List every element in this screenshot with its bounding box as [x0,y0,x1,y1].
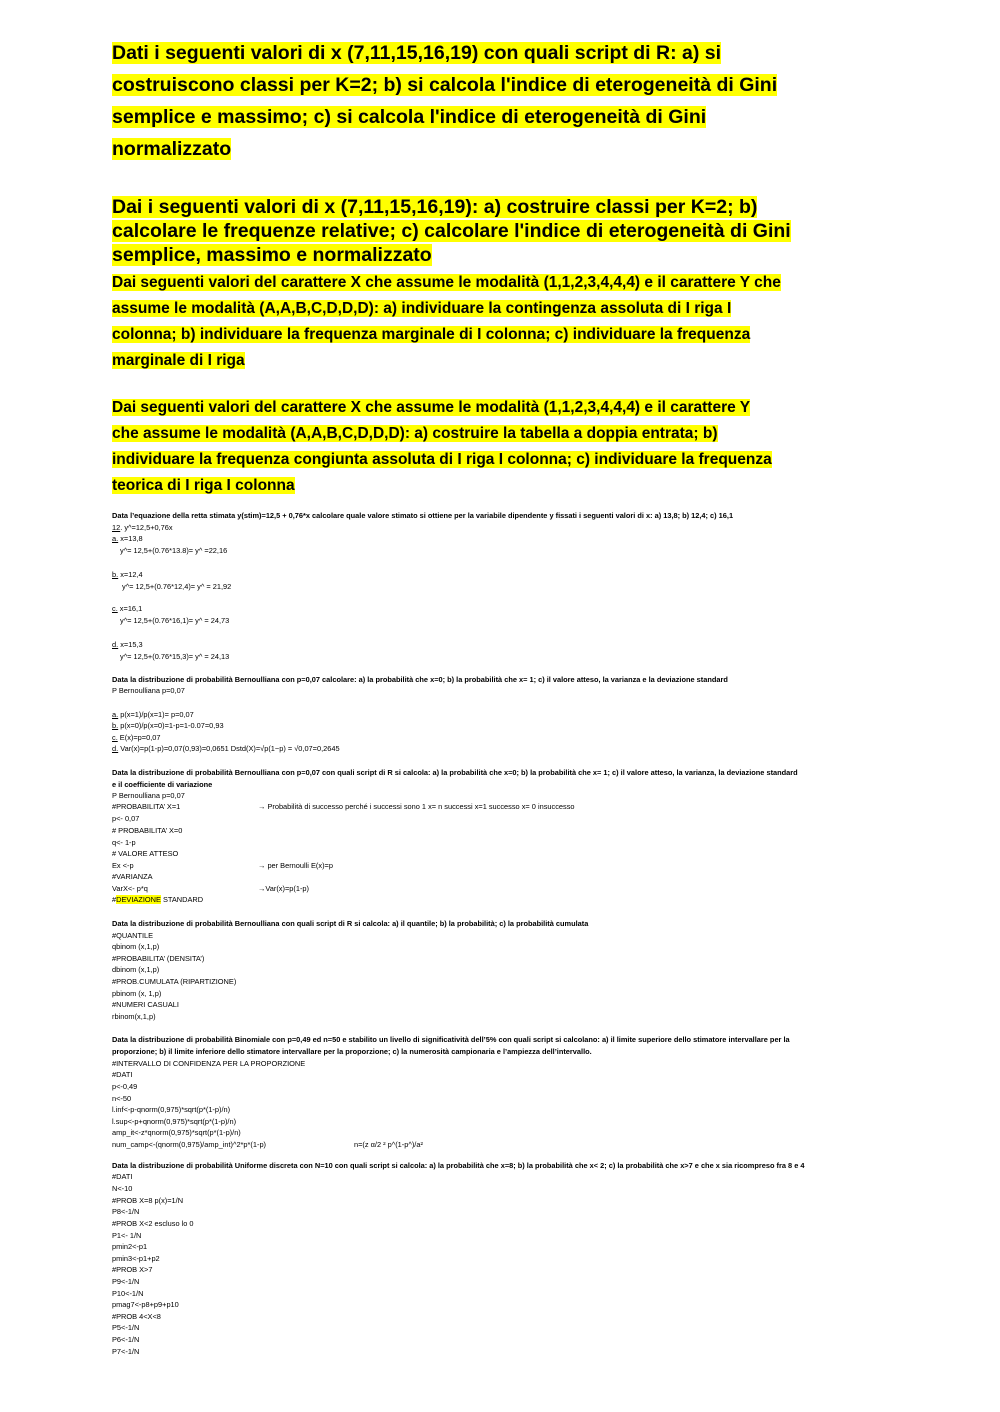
retta-item-c-calc: y^= 12,5+(0.76*16,1)= y^ = 24,73 [120,616,230,625]
binom-line: l.inf<-p-qnorm(0,975)*sqrt(p*(1-p)/n) [112,1105,231,1114]
unif-line: pmin3<-p1+p2 [112,1254,160,1263]
unif-line: #PROB X<2 escluso lo 0 [112,1219,194,1228]
bern3-line: #QUANTILE [112,931,154,940]
bern2-line: # VALORE ATTESO [112,849,179,858]
unif-line: N<-10 [112,1184,133,1193]
retta-item-d-calc: y^= 12,5+(0.76*15,3)= y^ = 24,13 [120,652,230,661]
retta-item-c-x: c. x=16,1 [112,604,143,613]
binom-line: #INTERVALLO DI CONFIDENZA PER LA PROPORZIONE [112,1059,306,1068]
retta-item-b-x: b. x=12,4 [112,570,143,579]
bern3-line: #PROBABILITA’ (DENSITA’) [112,954,205,963]
retta-item-d-x: d. x=15,3 [112,640,143,649]
bern1-item-b: b. p(x=0)/p(x=0)=1-p=1-0.07=0,93 [112,721,224,730]
bern2-line: p<- 0,07 [112,814,140,823]
q2-line-2: calcolare le frequenze relative; c) calcolare l'indice di eterogeneità di Gini [112,220,791,242]
binom-line: amp_it<-z*qnorm(0,975)*sqrt(p*(1-p)/n) [112,1128,241,1137]
q2-line-3: semplice, massimo e normalizzato [112,244,432,266]
retta-title: Data l’equazione della retta stimata y(stim)=12,5 + 0,76*x calcolare quale valore stimato si ottiene per la variabile dipendente y fissati i seguenti valori di x: a) 13,8; b) 12,4; c) 16,1 [112,511,734,520]
unif-line: P8<-1/N [112,1207,140,1216]
bern2-title-1: Data la distribuzione di probabilità Bernoulliana con p=0,07 con quali script di R si calcola: a) la probabilità che x=0; b) la probabilità che x= 1; c) il valore atteso, la varianza, la deviazione standard [112,768,798,777]
q4-line-1: Dai seguenti valori del carattere X che assume le modalità (1,1,2,3,4,4,4) e il carattere Y [112,399,751,416]
q3-line-3: colonna; b) individuare la frequenza marginale di I colonna; c) individuare la frequenza [112,326,751,343]
bern2-note-success: → Probabilità di successo perché i successi sono 1 x= n successi x=1 successo x= 0 insuccesso [258,802,575,811]
unif-line: P10<-1/N [112,1289,144,1298]
binom-line: #DATI [112,1070,133,1079]
bern2-note-variance: →Var(x)=p(1-p) [258,884,309,893]
q1-line-1: Dati i seguenti valori di x (7,11,15,16,19) con quali script di R: a) si [112,42,722,64]
binom-line: p<-0,49 [112,1082,138,1091]
binom-line: l.sup<-p+qnorm(0,975)*sqrt(p*(1-p)/n) [112,1117,237,1126]
bern3-line: pbinom (x, 1,p) [112,989,162,998]
bern1-title: Data la distribuzione di probabilità Bernoulliana con p=0,07 calcolare: a) la probabilità che x=0; b) la probabilità che x= 1; c) il valore atteso, la varianza e la deviazione standard [112,675,728,684]
bern3-line: #NUMERI CASUALI [112,1000,179,1009]
retta-item-b-calc: y^= 12,5+(0.76*12,4)= y^ = 21,92 [122,582,232,591]
q3-line-4: marginale di I riga [112,352,245,369]
unif-line: P6<-1/N [112,1335,140,1344]
unif-line: P7<-1/N [112,1347,140,1356]
unif-line: pmin2<-p1 [112,1242,148,1251]
binom-title-1: Data la distribuzione di probabilità Binomiale con p=0,49 ed n=50 e stabilito un livello di significatività dell’5% con quali script si calcolano: a) il limite superiore dello stimatore intervallare per la [112,1035,790,1044]
bern2-title-2: e il coefficiente di variazione [112,780,213,789]
unif-line: #PROB X=8 p(x)=1/N [112,1196,184,1205]
retta-equation: 12. y^=12,5+0,76x [112,523,173,532]
unif-line: P9<-1/N [112,1277,140,1286]
bern2-line: Ex <-p → per Bernoulli E(x)=p [112,861,333,870]
unif-line: #DATI [112,1172,133,1181]
bern2-line: q<- 1-p [112,838,136,847]
bern2-line: # PROBABILITA’ X=0 [112,826,183,835]
binom-line: n<-50 [112,1094,132,1103]
binom-sample-size-formula: n=(z α/2 ² p^(1-p^)/a² [354,1140,423,1149]
retta-item-a-x: a. x=13,8 [112,534,143,543]
q4-line-3: individuare la frequenza congiunta assoluta di I riga I colonna; c) individuare la frequenza [112,451,772,468]
bern2-dev-line: #DEVIAZIONE STANDARD [112,895,204,904]
bern2-line: #VARIANZA [112,872,153,881]
q2-line-1: Dai i seguenti valori di x (7,11,15,16,19): a) costruire classi per K=2; b) [112,196,758,218]
bern1-item-c: c. E(x)=p=0,07 [112,733,161,742]
bern2-line: VarX<- p*q →Var(x)=p(1-p) [112,884,309,893]
unif-line: P5<-1/N [112,1323,140,1332]
bern1-sub: P Bernoulliana p=0,07 [112,686,185,695]
bern2-line: #PROBABILITA’ X=1 → Probabilità di successo perché i successi sono 1 x= n successi x=1 successo x= 0 insuccesso [112,802,575,811]
unif-line: #PROB 4<X<8 [112,1312,161,1321]
bern2-line: P Bernoulliana p=0,07 [112,791,185,800]
bern2-note-expected: → per Bernoulli E(x)=p [258,861,333,870]
unif-line: pmag7<-p8+p9+p10 [112,1300,179,1309]
q4-line-4: teorica di I riga I colonna [112,477,295,494]
q3-line-2: assume le modalità (A,A,B,C,D,D,D): a) individuare la contingenza assoluta di I riga I [112,300,732,317]
bern3-title: Data la distribuzione di probabilità Bernoulliana con quali script di R si calcola: a) il quantile; b) la probabilità; c) la probabilità cumulata [112,919,589,928]
bern1-item-d: d. Var(x)=p(1-p)=0,07(0,93)=0,0651 Dstd(X)=√p(1−p) = √0,07=0,2645 [112,744,340,753]
unif-title: Data la distribuzione di probabilità Uniforme discreta con N=10 con quali script si calcola: a) la probabilità che x=8; b) la probabilità che x< 2; c) la probabilità che x>7 e che x sia ricompreso fra 8 e 4 [112,1161,805,1170]
q1-line-2: costruiscono classi per K=2; b) si calcola l'indice di eterogeneità di Gini [112,74,778,96]
retta-item-a-calc: y^= 12,5+(0.76*13.8)= y^ =22,16 [120,546,228,555]
bern3-line: dbinom (x,1,p) [112,965,160,974]
binom-line: num_camp<-(qnorm(0,975)/amp_int)^2*p*(1-p) n=(z α/2 ² p^(1-p^)/a² [112,1140,423,1149]
bern3-line: rbinom(x,1,p) [112,1012,156,1021]
q1-line-3: semplice e massimo; c) si calcola l'indice di eterogeneità di Gini [112,106,707,128]
q4-line-2: che assume le modalità (A,A,B,C,D,D,D): a) costruire la tabella a doppia entrata; b) [112,425,718,442]
bern3-line: #PROB.CUMULATA (RIPARTIZIONE) [112,977,237,986]
q1-line-4: normalizzato [112,138,232,160]
q3-line-1: Dai seguenti valori del carattere X che assume le modalità (1,1,2,3,4,4,4) e il carattere Y che [112,274,781,291]
bern1-item-a: a. p(x=1)/p(x=1)= p=0,07 [112,710,194,719]
unif-line: P1<- 1/N [112,1231,142,1240]
binom-title-2: proporzione; b) il limite inferiore dello stimatore intervallare per la proporzione; c) la numerosità campionaria e l’ampiezza dell’intervallo. [112,1047,592,1056]
unif-line: #PROB X>7 [112,1265,153,1274]
bern3-line: qbinom (x,1,p) [112,942,160,951]
